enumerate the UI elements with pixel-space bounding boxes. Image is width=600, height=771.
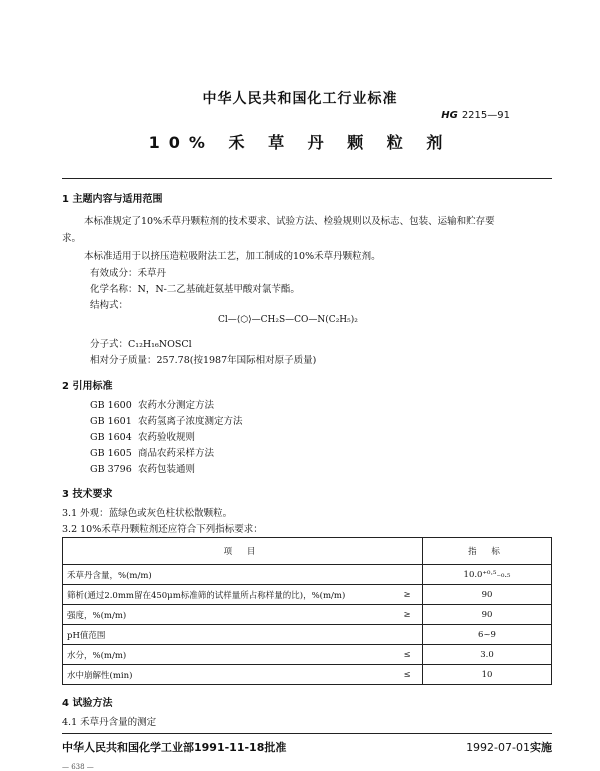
table-row: 水中崩解性(min) ≤ 10 [63,665,552,685]
standard-number [441,110,510,121]
table-row: 强度，%(m/m) ≥ 90 [63,605,552,625]
table-row: 水分，%(m/m) ≤ 3.0 [63,645,552,665]
implementation-line [466,739,552,755]
section-1-para-1-cont: 求。 [62,233,82,244]
molecular-weight: 相对分子质量：257.78(按1987年国际相对原子质量) [90,355,317,366]
document-title: 10% 禾 草 丹 颗 粒 剂 [148,133,452,152]
footer-divider [62,733,552,734]
structure-label: 结构式： [90,300,129,311]
spec-table [62,537,552,685]
header-divider [62,178,552,179]
column-header-index: 指 标 [423,538,552,565]
table-row: pH值范围 6~9 [63,625,552,645]
table-header-row [63,538,552,565]
section-3-item-1: 3.1 外观：蓝绿色或灰色柱状松散颗粒。 [62,508,233,519]
page-number: — 638 — [62,763,94,771]
implementation-label: 实施 [530,741,552,754]
approval-line: 中华人民共和国化学工业部1991-11-18批准 [62,741,287,754]
section-4-item-1: 4.1 禾草丹含量的测定 [62,717,157,728]
section-3-item-2: 3.2 10%禾草丹颗粒剂还应符合下列指标要求： [62,524,263,535]
reference-item: GB 1600 农药水分测定方法 [90,400,215,411]
structure-formula: Cl—⟨⬡⟩—CH₂S—CO—N(C₂H₅)₂ [218,315,358,325]
section-2-heading: 2 引用标准 [62,381,113,392]
molecular-formula: 分子式：C₁₂H₁₆NOSCl [90,339,192,350]
chemical-name: 化学名称：N，N-二乙基硫赶氨基甲酸对氯苄酯。 [90,284,300,295]
standard-prefix: HG [441,110,458,121]
standard-code: 2215—91 [461,110,510,121]
standard-org-title: 中华人民共和国化工行业标准 [202,91,398,107]
reference-item: GB 1605 商品农药采样方法 [90,448,215,459]
section-3-heading: 3 技术要求 [62,489,113,500]
reference-item: GB 1601 农药氢离子浓度测定方法 [90,416,243,427]
column-header-item: 项 目 [63,538,423,565]
reference-item: GB 1604 农药验收规则 [90,432,196,443]
active-ingredient: 有效成分：禾草丹 [90,268,167,279]
table-row: 筛析(通过2.0mm留在450μm标准筛的试样量所占称样量的比)，%(m/m) ≥ 90 [63,585,552,605]
section-1-heading: 1 主题内容与适用范围 [62,194,163,205]
section-4-heading: 4 试验方法 [62,698,113,709]
reference-item: GB 3796 农药包装通则 [90,464,196,475]
section-1-para-2: 本标准适用于以挤压造粒吸附法工艺，加工制成的10%禾草丹颗粒剂。 [84,251,381,262]
table-row: 禾草丹含量，%(m/m) 10.0⁺⁰·⁵₋₀.₅ [63,565,552,585]
implementation-date: 1992-07-01 [466,741,530,754]
section-1-para-1: 本标准规定了10%禾草丹颗粒剂的技术要求、试验方法、检验规则以及标志、包装、运输和贮存要 [84,216,495,227]
